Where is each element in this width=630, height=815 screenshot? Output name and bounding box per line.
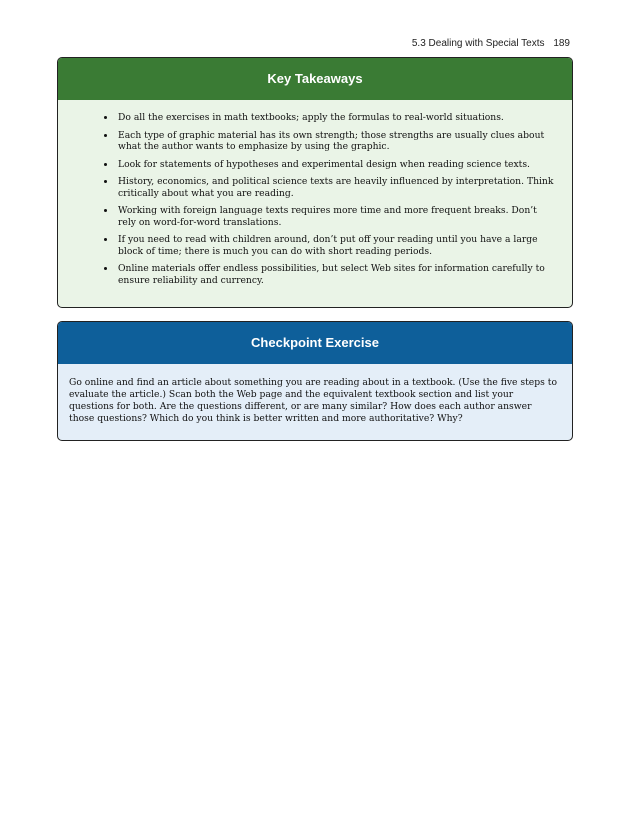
checkpoint-exercise-text: Go online and find an article about something you are reading about in a textbook. (Use the five steps to evaluate the article.) Scan both the Web page and the equivalent textbook section and list your questions for both. Are the questions different, or are many similar? How does each author answer those questions? Which do you think is better written and more authoritative? Why? (69, 377, 557, 424)
checkpoint-exercise-box (57, 321, 573, 441)
list-item: • Each type of graphic material has its own strength; those strengths are usually clues about what the author wants to emphasize by using the graphic. (116, 130, 556, 153)
list-item: • Do all the exercises in math textbooks; apply the formulas to real-world situations. (116, 112, 556, 124)
section-title: 5.3 Dealing with Special Texts (411, 38, 545, 49)
key-takeaways-box (57, 57, 573, 308)
list-item: • History, economics, and political science texts are heavily influenced by interpretation. Think critically about what you are reading. (116, 176, 556, 199)
list-item: • Look for statements of hypotheses and experimental design when reading science texts. (116, 159, 556, 171)
page-number: 189 (553, 38, 570, 49)
key-takeaways-list (58, 100, 572, 286)
checkpoint-exercise-header: Checkpoint Exercise (58, 322, 572, 364)
list-item: • Online materials offer endless possibilities, but select Web sites for information carefully to ensure reliability and currency. (116, 263, 556, 286)
running-head (412, 38, 570, 49)
key-takeaways-header: Key Takeaways (58, 58, 572, 100)
list-item: • Working with foreign language texts requires more time and more frequent breaks. Don’t rely on word-for-word translations. (116, 205, 556, 228)
list-item: • If you need to read with children around, don’t put off your reading until you have a large block of time; there is much you can do with short reading periods. (116, 234, 556, 257)
